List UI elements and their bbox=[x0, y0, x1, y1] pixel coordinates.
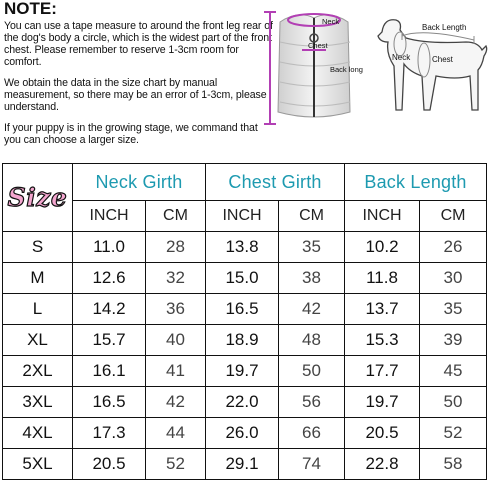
cm-value-cell: 30 bbox=[420, 263, 487, 294]
inch-value-cell: 22.0 bbox=[206, 387, 279, 418]
unit-cell: CM bbox=[420, 201, 487, 232]
inch-value-cell: 26.0 bbox=[206, 418, 279, 449]
cm-value-cell: 35 bbox=[420, 294, 487, 325]
inch-value-cell: 14.2 bbox=[73, 294, 146, 325]
inch-value-cell: 22.8 bbox=[345, 449, 420, 480]
cm-value-cell: 28 bbox=[146, 232, 206, 263]
table-row bbox=[3, 232, 487, 263]
dog-measure-figure bbox=[366, 10, 488, 122]
cm-value-cell: 52 bbox=[146, 449, 206, 480]
size-logo-label: Size bbox=[7, 183, 68, 212]
inch-value-cell: 16.5 bbox=[73, 387, 146, 418]
table-row bbox=[3, 356, 487, 387]
inch-value-cell: 16.5 bbox=[206, 294, 279, 325]
size-cell: 3XL bbox=[3, 387, 73, 418]
table-body bbox=[3, 232, 487, 480]
table-row bbox=[3, 418, 487, 449]
cm-value-cell: 39 bbox=[420, 325, 487, 356]
vest-chest-label: Chest bbox=[308, 41, 328, 50]
inch-value-cell: 13.7 bbox=[345, 294, 420, 325]
size-cell: 2XL bbox=[3, 356, 73, 387]
cm-value-cell: 56 bbox=[279, 387, 345, 418]
inch-value-cell: 19.7 bbox=[345, 387, 420, 418]
table-row bbox=[3, 449, 487, 480]
size-cell: L bbox=[3, 294, 73, 325]
table-row bbox=[3, 263, 487, 294]
inch-value-cell: 16.1 bbox=[73, 356, 146, 387]
inch-value-cell: 17.7 bbox=[345, 356, 420, 387]
inch-value-cell: 20.5 bbox=[73, 449, 146, 480]
size-cell: S bbox=[3, 232, 73, 263]
size-chart-table bbox=[2, 163, 487, 480]
inch-value-cell: 20.5 bbox=[345, 418, 420, 449]
size-cell: M bbox=[3, 263, 73, 294]
cm-value-cell: 66 bbox=[279, 418, 345, 449]
cm-value-cell: 48 bbox=[279, 325, 345, 356]
inch-value-cell: 19.7 bbox=[206, 356, 279, 387]
size-cell: 5XL bbox=[3, 449, 73, 480]
inch-value-cell: 15.3 bbox=[345, 325, 420, 356]
vest-back-long-label: Back long bbox=[330, 65, 363, 74]
cm-value-cell: 42 bbox=[279, 294, 345, 325]
cm-value-cell: 44 bbox=[146, 418, 206, 449]
size-cell: XL bbox=[3, 325, 73, 356]
inch-value-cell: 11.0 bbox=[73, 232, 146, 263]
inch-value-cell: 15.7 bbox=[73, 325, 146, 356]
inch-value-cell: 15.0 bbox=[206, 263, 279, 294]
cm-value-cell: 35 bbox=[279, 232, 345, 263]
vest-neck-label: Neck bbox=[322, 17, 340, 26]
inch-value-cell: 11.8 bbox=[345, 263, 420, 294]
table-header-row bbox=[3, 164, 487, 201]
size-cell: 4XL bbox=[3, 418, 73, 449]
inch-value-cell: 12.6 bbox=[73, 263, 146, 294]
note-title: NOTE: bbox=[4, 0, 57, 18]
cm-value-cell: 42 bbox=[146, 387, 206, 418]
cm-value-cell: 36 bbox=[146, 294, 206, 325]
cm-value-cell: 26 bbox=[420, 232, 487, 263]
unit-cell: INCH bbox=[73, 201, 146, 232]
cm-value-cell: 50 bbox=[279, 356, 345, 387]
inch-value-cell: 17.3 bbox=[73, 418, 146, 449]
table-unit-row bbox=[3, 201, 487, 232]
unit-cell: INCH bbox=[206, 201, 279, 232]
unit-cell: CM bbox=[146, 201, 206, 232]
neck-girth-header: Neck Girth bbox=[73, 164, 206, 201]
vest-measure-figure bbox=[258, 2, 372, 130]
cm-value-cell: 52 bbox=[420, 418, 487, 449]
cm-value-cell: 41 bbox=[146, 356, 206, 387]
dog-back-length-label: Back Length bbox=[422, 23, 467, 32]
inch-value-cell: 29.1 bbox=[206, 449, 279, 480]
cm-value-cell: 32 bbox=[146, 263, 206, 294]
cm-value-cell: 58 bbox=[420, 449, 487, 480]
dog-neck-label: Neck bbox=[392, 53, 411, 62]
inch-value-cell: 10.2 bbox=[345, 232, 420, 263]
chest-girth-header: Chest Girth bbox=[206, 164, 345, 201]
cm-value-cell: 50 bbox=[420, 387, 487, 418]
note-section bbox=[4, 0, 276, 146]
cm-value-cell: 40 bbox=[146, 325, 206, 356]
size-corner-cell bbox=[3, 164, 73, 232]
inch-value-cell: 18.9 bbox=[206, 325, 279, 356]
cm-value-cell: 38 bbox=[279, 263, 345, 294]
cm-value-cell: 74 bbox=[279, 449, 345, 480]
note-paragraph-error: We obtain the data in the size chart by manual measurement, so there may be an error of 1-3cm, please understand. bbox=[4, 77, 267, 113]
cm-value-cell: 45 bbox=[420, 356, 487, 387]
note-paragraph-measure: You can use a tape measure to around the front leg rear of the dog's body a circle, which is the widest part of the front chest. Please remember to reserve 1-3cm room for comfort. bbox=[4, 20, 273, 68]
unit-cell: INCH bbox=[345, 201, 420, 232]
table-row bbox=[3, 294, 487, 325]
table-row bbox=[3, 325, 487, 356]
inch-value-cell: 13.8 bbox=[206, 232, 279, 263]
unit-cell: CM bbox=[279, 201, 345, 232]
note-paragraph-growing: If your puppy is in the growing stage, we command that you can choose a larger size. bbox=[4, 122, 258, 146]
table-row bbox=[3, 387, 487, 418]
dog-chest-label: Chest bbox=[432, 55, 453, 64]
back-length-header: Back Length bbox=[345, 164, 487, 201]
